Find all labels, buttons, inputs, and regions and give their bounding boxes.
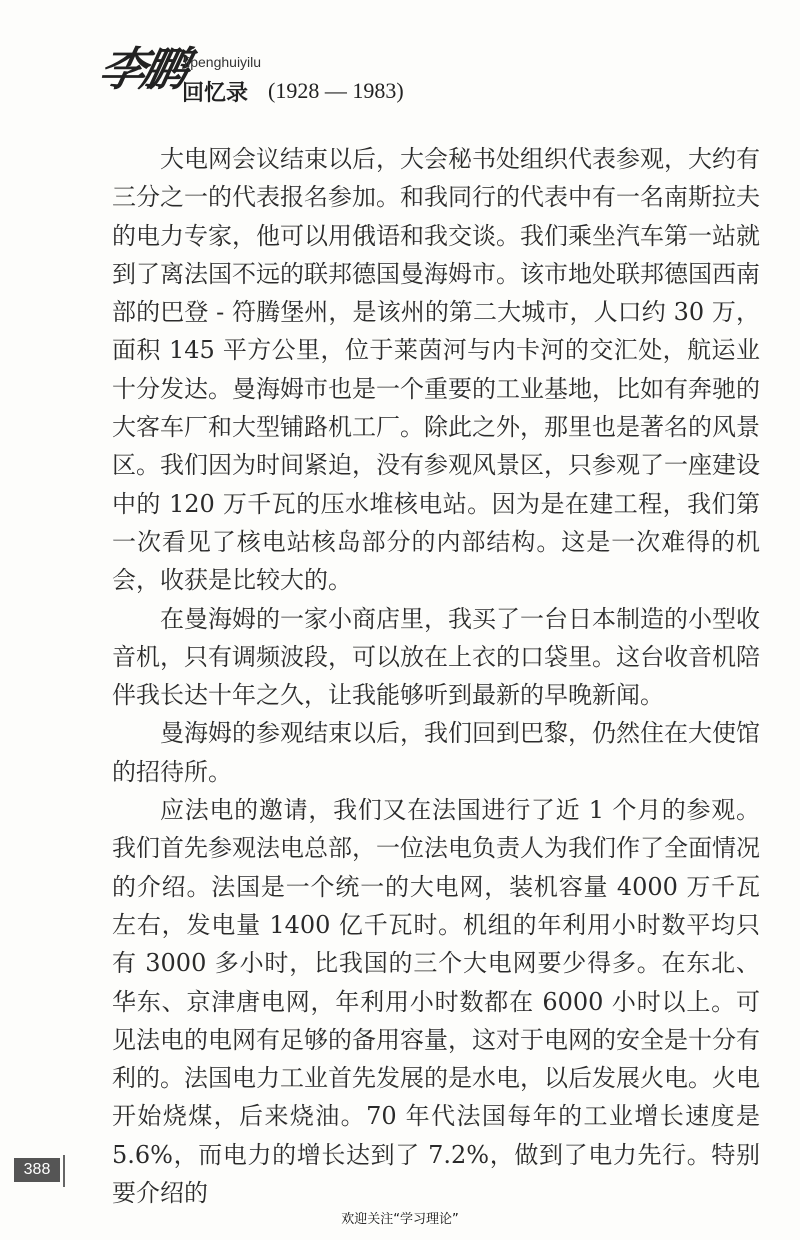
body-text: [112, 140, 760, 1212]
page-header: [94, 42, 500, 116]
header-pinyin: lipenghuiyilu: [184, 54, 262, 70]
book-title: 回忆录: [182, 81, 249, 106]
paragraph: 曼海姆的参观结束以后，我们回到巴黎，仍然住在大使馆的招待所。: [112, 719, 760, 786]
page-number: 388: [14, 1158, 60, 1182]
paragraph: 应法电的邀请，我们又在法国进行了近 1 个月的参观。我们首先参观法电总部，一位法电负责人为我们作了全面情况的介绍。法国是一个统一的大电网，装机容量 4000 万千瓦左右，发电量 1400 亿千瓦时。机组的年利用小时数平均只有 3000 多小时，比我国的三个大电网要少得多。在东北、华东、京津唐电网，年利用小时数都在 6000 小时以上。可见法电的电网有足够的备用容量，这对于电网的安全是十分有利的。法国电力工业首先发展的是水电，以后发展火电。火电开始烧煤，后来烧油。70 年代法国每年的工业增长速度是 5.6%，而电力的增长达到了 7.2%，做到了电力先行。特别要介绍的: [112, 796, 760, 1208]
page-number-divider: [63, 1155, 65, 1187]
author-calligraphy-logo: 李鹏: [94, 42, 190, 96]
footer-note: 欢迎关注“学习理论”: [341, 1212, 459, 1227]
paragraph: 大电网会议结束以后，大会秘书处组织代表参观，大约有三分之一的代表报名参加。和我同行的代表中有一名南斯拉夫的电力专家，他可以用俄语和我交谈。我们乘坐汽车第一站就到了离法国不远的联邦德国曼海姆市。该市地处联邦德国西南部的巴登 - 符腾堡州，是该州的第二大城市，人口约 30 万，面积 145 平方公里，位于莱茵河与内卡河的交汇处，航运业十分发达。曼海姆市也是一个重要的工业基地，比如有奔驰的大客车厂和大型铺路机工厂。除此之外，那里也是著名的风景区。我们因为时间紧迫，没有参观风景区，只参观了一座建设中的 120 万千瓦的压水堆核电站。因为是在建工程，我们第一次看见了核电站核岛部分的内部结构。这是一次难得的机会，收获是比较大的。: [112, 145, 760, 595]
paragraph: 在曼海姆的一家小商店里，我买了一台日本制造的小型收音机，只有调频波段，可以放在上衣的口袋里。这台收音机陪伴我长达十年之久，让我能够听到最新的早晚新闻。: [112, 604, 760, 710]
book-years: (1928 — 1983): [268, 78, 404, 103]
